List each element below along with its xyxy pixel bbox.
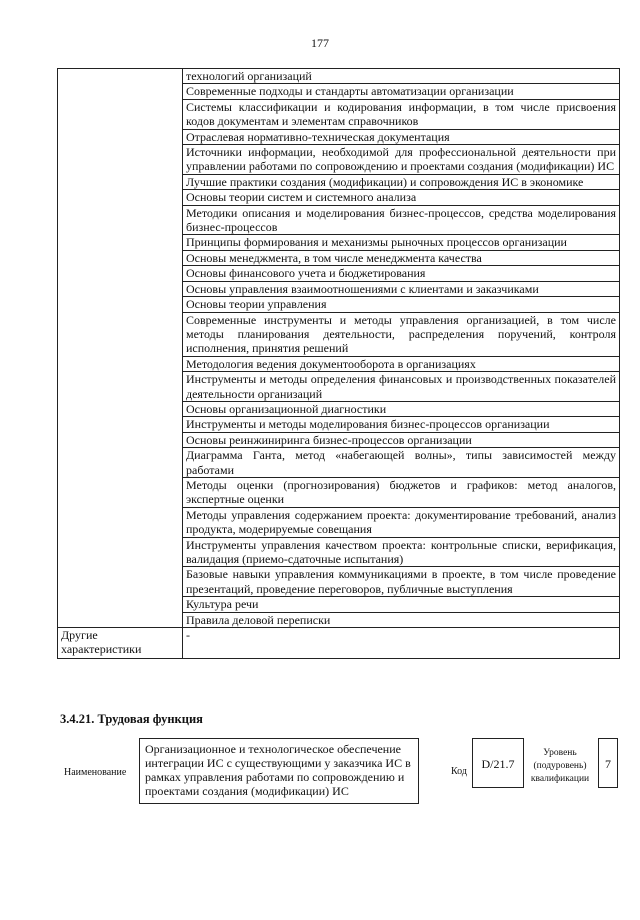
other-characteristics-value: - [183, 628, 620, 659]
knowledge-item: Культура речи [183, 597, 620, 612]
knowledge-item: Правила деловой переписки [183, 612, 620, 627]
knowledge-item: Основы реинжиниринга бизнес-процессов организации [183, 432, 620, 447]
knowledge-item: Источники информации, необходимой для профессиональной деятельности при управлении работами по сопровождению и проектами создания (модификации) ИС [183, 145, 620, 175]
knowledge-item: Основы теории систем и системного анализа [183, 190, 620, 205]
knowledge-item: Методы оценки (прогнозирования) бюджетов и графиков: метод аналогов, экспертные оценки [183, 477, 620, 507]
function-name-value: Организационное и технологическое обеспечение интеграции ИС с существующими у заказчика ИС в рамках управления работами по сопровождению и проектами создания (модификации) ИС [139, 738, 419, 804]
function-code-label: Код [451, 766, 467, 777]
table-row [58, 69, 620, 84]
other-characteristics-label: Другие характеристики [58, 628, 183, 659]
knowledge-item: Современные подходы и стандарты автоматизации организации [183, 84, 620, 99]
knowledge-item: Основы теории управления [183, 297, 620, 312]
knowledge-item: Основы организационной диагностики [183, 401, 620, 416]
knowledge-item: технологий организаций [183, 69, 620, 84]
function-code-value: D/21.7 [472, 738, 524, 788]
knowledge-item: Основы финансового учета и бюджетирования [183, 266, 620, 281]
knowledge-item: Системы классификации и кодирования информации, в том числе присвоения кодов документам и элементам справочников [183, 99, 620, 129]
section-title: 3.4.21. Трудовая функция [60, 712, 203, 726]
knowledge-item: Методология ведения документооборота в организациях [183, 356, 620, 371]
knowledge-item: Инструменты управления качеством проекта: контрольные списки, верификация, валидация (приемо-сдаточные испытания) [183, 537, 620, 567]
knowledge-item: Диаграмма Ганта, метод «набегающей волны», типы зависимостей между работами [183, 448, 620, 478]
knowledge-item: Основы управления взаимоотношениями с клиентами и заказчиками [183, 281, 620, 296]
knowledge-item: Методики описания и моделирования бизнес-процессов, средства моделирования бизнес-процессов [183, 205, 620, 235]
knowledge-item: Отраслевая нормативно-техническая документация [183, 129, 620, 144]
knowledge-item: Инструменты и методы моделирования бизнес-процессов организации [183, 417, 620, 432]
page-number: 177 [311, 36, 329, 50]
function-name-label: Наименование [64, 767, 127, 778]
knowledge-item: Лучшие практики создания (модификации) и сопровождения ИС в экономике [183, 174, 620, 189]
qualification-level-label: Уровень (подуровень) квалификации [530, 748, 590, 784]
knowledge-item: Принципы формирования и механизмы рыночных процессов организации [183, 235, 620, 250]
knowledge-item: Методы управления содержанием проекта: документирование требований, анализ продукта, модерируемые совещания [183, 507, 620, 537]
knowledge-table [57, 68, 620, 659]
knowledge-item: Основы менеджмента, в том числе менеджмента качества [183, 250, 620, 265]
knowledge-item: Инструменты и методы определения финансовых и производственных показателей деятельности организаций [183, 372, 620, 402]
other-characteristics-row [58, 628, 620, 659]
qualification-level-value: 7 [598, 738, 618, 788]
knowledge-item: Современные инструменты и методы управления организацией, в том числе методы планирования деятельности, распределения поручений, контроля исполнения, принятия решений [183, 312, 620, 356]
knowledge-label-cell [58, 69, 183, 628]
knowledge-item: Базовые навыки управления коммуникациями в проекте, в том числе проведение презентаций, проведение переговоров, публичные выступления [183, 567, 620, 597]
